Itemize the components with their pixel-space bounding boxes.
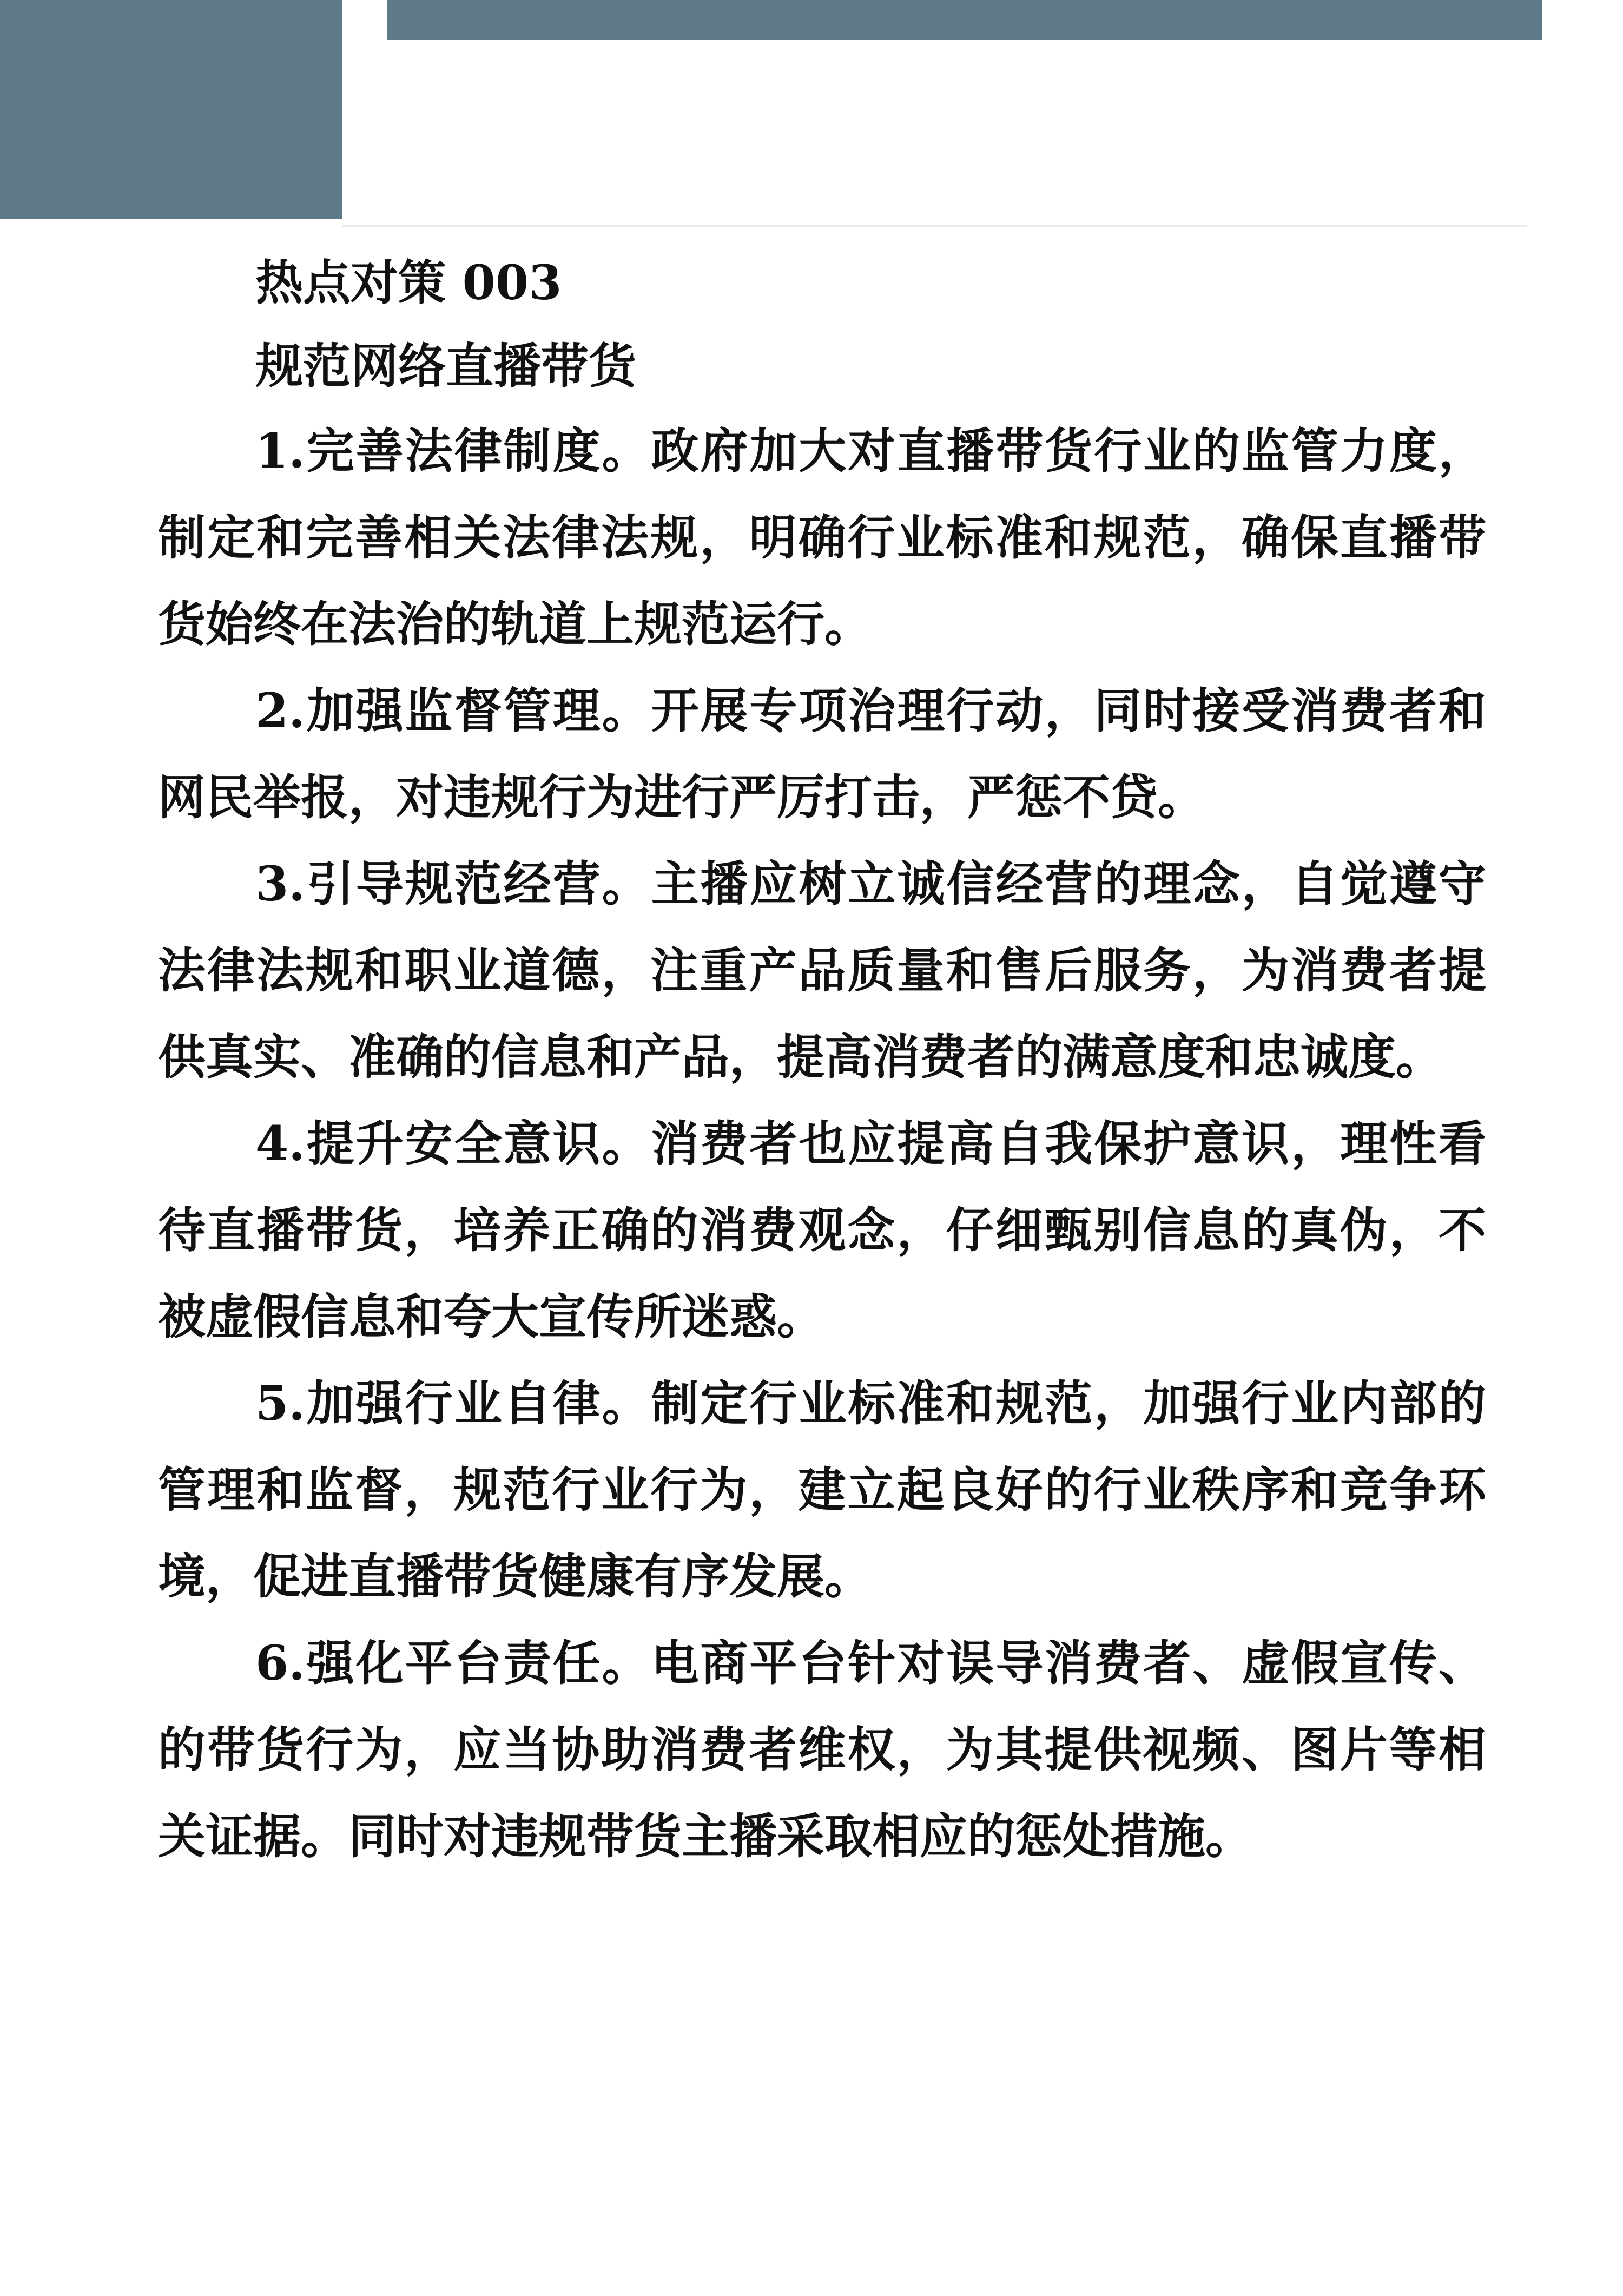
document-body bbox=[158, 241, 1486, 1879]
paragraph-3: 3.引导规范经营。主播应树立诚信经营的理念，自觉遵守法律法规和职业道德，注重产品质量和售后服务，为消费者提供真实、准确的信息和产品，提高消费者的满意度和忠诚度。 bbox=[158, 856, 1486, 1085]
paragraph-5: 5.加强行业自律。制定行业标准和规范，加强行业内部的管理和监督，规范行业行为，建立起良好的行业秩序和竞争环境，促进直播带货健康有序发展。 bbox=[158, 1375, 1486, 1604]
paragraph-4: 4.提升安全意识。消费者也应提高自我保护意识，理性看待直播带货，培养正确的消费观念，仔细甄别信息的真伪，不被虚假信息和夸大宣传所迷惑。 bbox=[158, 1115, 1486, 1345]
top-decoration-bar bbox=[387, 0, 1542, 40]
paragraph-6: 6.强化平台责任。电商平台针对误导消费者、虚假宣传、的带货行为，应当协助消费者维权，为其提供视频、图片等相关证据。同时对违规带货主播采取相应的惩处措施。 bbox=[158, 1635, 1486, 1864]
paragraph-2: 2.加强监督管理。开展专项治理行动，同时接受消费者和网民举报，对违规行为进行严厉打击，严惩不贷。 bbox=[158, 682, 1486, 825]
corner-decoration-block bbox=[0, 0, 342, 219]
page-title: 规范网络直播带货 bbox=[255, 338, 637, 394]
paragraph-1: 1.完善法律制度。政府加大对直播带货行业的监管力度，制定和完善相关法律法规，明确行业标准和规范，确保直播带货始终在法治的轨道上规范运行。 bbox=[158, 423, 1486, 652]
header-divider bbox=[342, 225, 1527, 227]
series-label: 热点对策 003 bbox=[255, 254, 562, 311]
